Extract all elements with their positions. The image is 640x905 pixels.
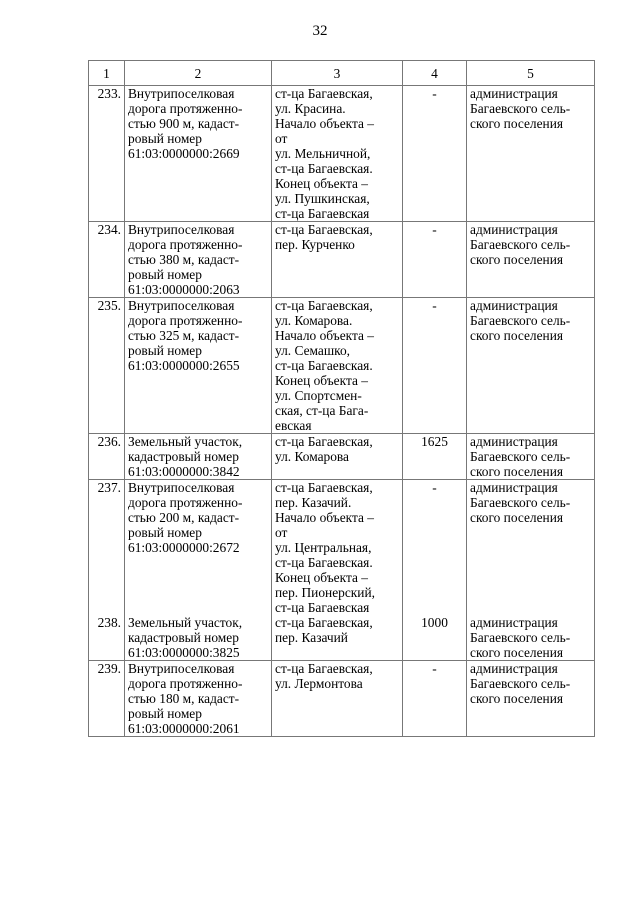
header-cell-4: 4	[403, 61, 467, 86]
row-number: 236.	[89, 434, 125, 480]
row-number: 233.	[89, 86, 125, 222]
header-cell-5: 5	[467, 61, 595, 86]
row-number: 234.	[89, 222, 125, 298]
object-owner: администрация Багаевского сель- ского поселения	[467, 480, 595, 616]
object-owner: администрация Багаевского сель- ского поселения	[467, 661, 595, 737]
header-cell-3: 3	[272, 61, 403, 86]
object-owner: администрация Багаевского сель- ского поселения	[467, 434, 595, 480]
object-address: ст-ца Багаевская, ул. Комарова. Начало объекта – ул. Семашко, ст-ца Багаевская. Конец объекта – ул. Спортсмен- ская, ст-ца Бага- евская	[272, 298, 403, 434]
object-area: 1000	[403, 615, 467, 661]
object-address: ст-ца Багаевская, пер. Казачий	[272, 615, 403, 661]
object-area: -	[403, 86, 467, 222]
object-owner: администрация Багаевского сель- ского поселения	[467, 298, 595, 434]
object-name: Земельный участок, кадастровый номер 61:03:0000000:3842	[125, 434, 272, 480]
header-cell-1: 1	[89, 61, 125, 86]
header-cell-2: 2	[125, 61, 272, 86]
object-area: -	[403, 661, 467, 737]
object-address: ст-ца Багаевская, пер. Казачий. Начало объекта – от ул. Центральная, ст-ца Багаевская. Конец объекта – пер. Пионерский, ст-ца Багаевская	[272, 480, 403, 616]
object-area: -	[403, 222, 467, 298]
object-name: Внутрипоселковая дорога протяженно- стью 325 м, кадаст- ровый номер 61:03:0000000:2655	[125, 298, 272, 434]
table-row	[89, 615, 595, 661]
object-area: -	[403, 298, 467, 434]
page-number: 32	[312, 23, 328, 39]
row-number: 235.	[89, 298, 125, 434]
table-row	[89, 298, 595, 434]
row-number: 237.	[89, 480, 125, 616]
table-row	[89, 86, 595, 222]
object-owner: администрация Багаевского сель- ского поселения	[467, 222, 595, 298]
object-name: Внутрипоселковая дорога протяженно- стью 200 м, кадаст- ровый номер 61:03:0000000:2672	[125, 480, 272, 616]
object-address: ст-ца Багаевская, ул. Лермонтова	[272, 661, 403, 737]
table-row	[89, 434, 595, 480]
object-area: -	[403, 480, 467, 616]
object-address: ст-ца Багаевская, ул. Комарова	[272, 434, 403, 480]
row-number: 239.	[89, 661, 125, 737]
registry-table	[88, 60, 595, 737]
object-owner: администрация Багаевского сель- ского поселения	[467, 86, 595, 222]
table-row	[89, 222, 595, 298]
table-row	[89, 480, 595, 616]
table-row	[89, 661, 595, 737]
object-name: Внутрипоселковая дорога протяженно- стью 900 м, кадаст- ровый номер 61:03:0000000:2669	[125, 86, 272, 222]
object-name: Земельный участок, кадастровый номер 61:03:0000000:3825	[125, 615, 272, 661]
object-name: Внутрипоселковая дорога протяженно- стью 180 м, кадаст- ровый номер 61:03:0000000:2061	[125, 661, 272, 737]
table-header-row	[89, 61, 595, 86]
object-area: 1625	[403, 434, 467, 480]
object-name: Внутрипоселковая дорога протяженно- стью 380 м, кадаст- ровый номер 61:03:0000000:2063	[125, 222, 272, 298]
object-address: ст-ца Багаевская, пер. Курченко	[272, 222, 403, 298]
row-number: 238.	[89, 615, 125, 661]
object-address: ст-ца Багаевская, ул. Красина. Начало объекта – от ул. Мельничной, ст-ца Багаевская. Конец объекта – ул. Пушкинская, ст-ца Багаевская	[272, 86, 403, 222]
object-owner: администрация Багаевского сель- ского поселения	[467, 615, 595, 661]
